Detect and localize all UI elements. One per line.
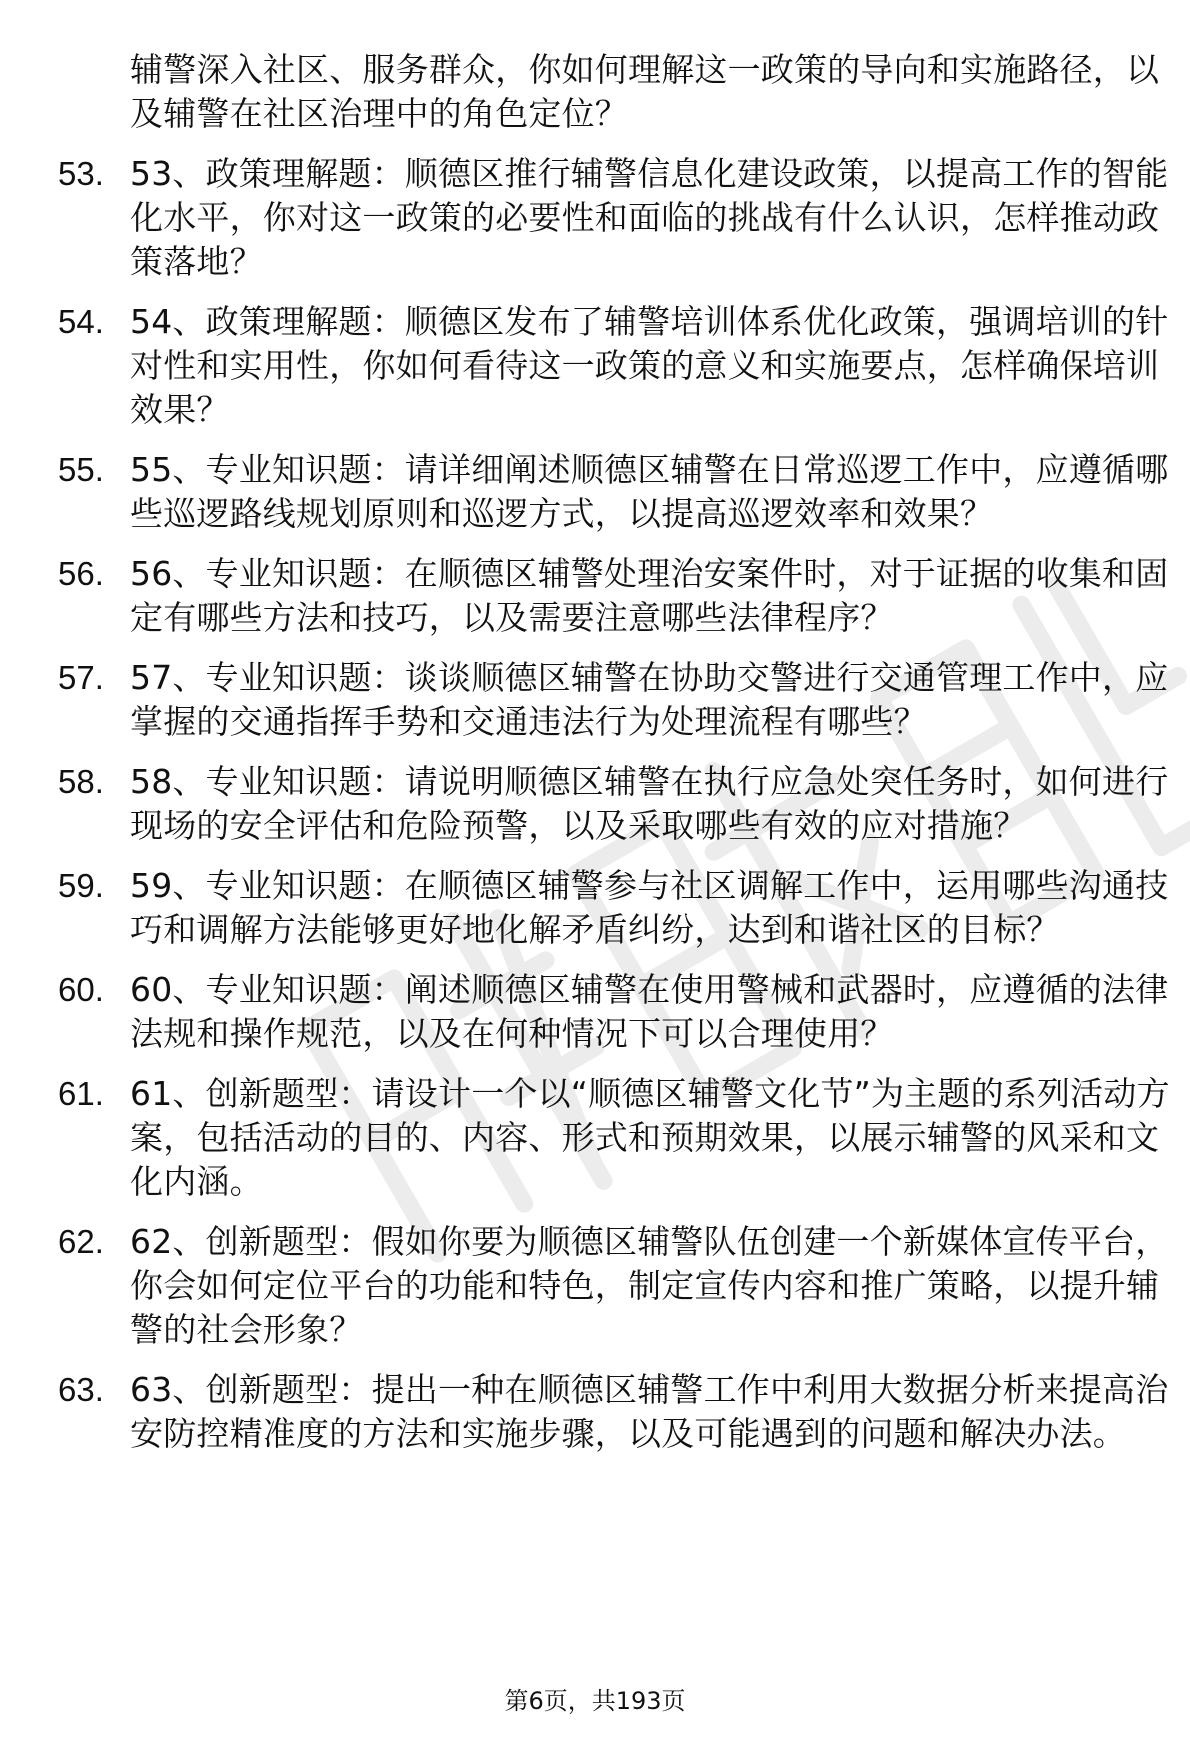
list-item bbox=[0, 760, 1190, 848]
question-number: 61. bbox=[58, 1075, 104, 1112]
question-text: 54、政策理解题：顺德区发布了辅警培训体系优化政策，强调培训的针对性和实用性，你如何看待这一政策的意义和实施要点，怎样确保培训效果？ bbox=[130, 302, 1169, 429]
question-text: 59、专业知识题：在顺德区辅警参与社区调解工作中，运用哪些沟通技巧和调解方法能够更好地化解矛盾纠纷，达到和谐社区的目标？ bbox=[130, 866, 1169, 949]
list-item bbox=[0, 656, 1190, 744]
question-number: 54. bbox=[58, 303, 104, 340]
list-item bbox=[0, 552, 1190, 640]
question-text: 58、专业知识题：请说明顺德区辅警在执行应急处突任务时，如何进行现场的安全评估和危险预警，以及采取哪些有效的应对措施？ bbox=[130, 762, 1169, 845]
question-number: 63. bbox=[58, 1371, 104, 1408]
question-number: 59. bbox=[58, 867, 104, 904]
list-item bbox=[0, 1368, 1190, 1456]
question-number: 60. bbox=[58, 971, 104, 1008]
question-list bbox=[0, 152, 1190, 1456]
question-text: 55、专业知识题：请详细阐述顺德区辅警在日常巡逻工作中，应遵循哪些巡逻路线规划原则和巡逻方式，以提高巡逻效率和效果？ bbox=[130, 450, 1169, 533]
list-item bbox=[0, 152, 1190, 284]
list-item bbox=[0, 448, 1190, 536]
question-number: 53. bbox=[58, 155, 104, 192]
question-number: 62. bbox=[58, 1223, 104, 1260]
page-number-label: 第6页，共193页 bbox=[504, 1687, 686, 1715]
question-number: 58. bbox=[58, 763, 104, 800]
question-text: 56、专业知识题：在顺德区辅警处理治安案件时，对于证据的收集和固定有哪些方法和技巧，以及需要注意哪些法律程序？ bbox=[130, 554, 1169, 637]
question-number: 57. bbox=[58, 659, 104, 696]
list-item bbox=[0, 968, 1190, 1056]
list-item bbox=[0, 1072, 1190, 1204]
question-text: 53、政策理解题：顺德区推行辅警信息化建设政策，以提高工作的智能化水平，你对这一政策的必要性和面临的挑战有什么认识，怎样推动政策落地？ bbox=[130, 154, 1169, 281]
question-text: 60、专业知识题：阐述顺德区辅警在使用警械和武器时，应遵循的法律法规和操作规范，以及在何种情况下可以合理使用？ bbox=[130, 970, 1169, 1053]
list-item bbox=[0, 1220, 1190, 1352]
question-text: 57、专业知识题：谈谈顺德区辅警在协助交警进行交通管理工作中，应掌握的交通指挥手势和交通违法行为处理流程有哪些？ bbox=[130, 658, 1169, 741]
question-text: 62、创新题型：假如你要为顺德区辅警队伍创建一个新媒体宣传平台，你会如何定位平台的功能和特色，制定宣传内容和推广策略，以提升辅警的社会形象？ bbox=[130, 1222, 1169, 1349]
list-item bbox=[0, 300, 1190, 432]
page-footer bbox=[0, 1686, 1190, 1716]
continued-question-text: 辅警深入社区、服务群众，你如何理解这一政策的导向和实施路径，以及辅警在社区治理中的角色定位？ bbox=[130, 50, 1160, 133]
page-content bbox=[0, 48, 1190, 1472]
list-item bbox=[0, 864, 1190, 952]
question-number: 55. bbox=[58, 451, 104, 488]
question-number: 56. bbox=[58, 555, 104, 592]
question-text: 63、创新题型：提出一种在顺德区辅警工作中利用大数据分析来提高治安防控精准度的方法和实施步骤，以及可能遇到的问题和解决办法。 bbox=[130, 1370, 1169, 1453]
question-text: 61、创新题型：请设计一个以“顺德区辅警文化节”为主题的系列活动方案，包括活动的目的、内容、形式和预期效果，以展示辅警的风采和文化内涵。 bbox=[130, 1074, 1170, 1201]
